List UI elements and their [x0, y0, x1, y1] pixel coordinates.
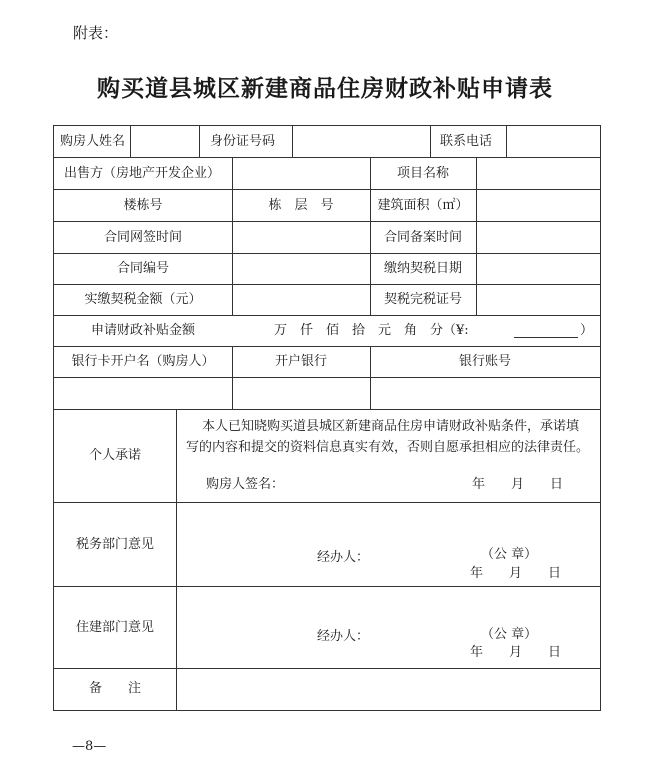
housing-handler-label: 经办人： — [317, 629, 370, 644]
form-title: 购买道县城区新建商品住房财政补贴申请表 — [97, 75, 553, 102]
buyer-name-field[interactable] — [131, 126, 198, 157]
contract-record-time-label: 合同备案时间 — [383, 230, 462, 245]
remarks-label: 备 注 — [88, 681, 141, 696]
deed-tax-amount-field[interactable] — [233, 285, 369, 315]
subsidy-amount-close: ） — [580, 323, 594, 338]
id-number-field[interactable] — [293, 126, 429, 157]
subsidy-amount-units: 万 仟 佰 拾 元 角 分（¥: — [274, 323, 469, 338]
bank-label: 开户银行 — [274, 354, 327, 369]
phone-field[interactable] — [507, 126, 600, 157]
bank-account-name-field[interactable] — [54, 378, 232, 409]
application-form-table — [53, 125, 601, 711]
deed-tax-cert-label: 契税完税证号 — [383, 292, 462, 307]
unit-no-label: 栋 层 号 — [268, 198, 334, 213]
floor-area-label: 建筑面积（㎡） — [377, 198, 469, 213]
pledge-text-line2: 写的内容和提交的资料信息真实有效，否则自愿承担相应的法律责任。 — [186, 440, 590, 455]
deed-tax-date-field[interactable] — [477, 254, 600, 284]
remarks-field[interactable] — [177, 669, 600, 710]
contract-no-field[interactable] — [233, 254, 369, 284]
attachment-label: 附表： — [73, 24, 119, 42]
seller-field[interactable] — [233, 158, 369, 189]
building-no-label: 楼栋号 — [123, 198, 163, 213]
contract-sign-time-field[interactable] — [233, 222, 369, 253]
subsidy-amount-label: 申请财政补贴金额 — [90, 323, 195, 338]
housing-opinion-label: 住建部门意见 — [75, 620, 154, 635]
tax-handler-label: 经办人： — [317, 550, 370, 565]
page-number: —8— — [72, 739, 107, 754]
subsidy-amount-underline[interactable] — [514, 337, 578, 338]
buyer-name-label: 购房人姓名 — [60, 134, 126, 149]
tax-seal: （公 章） — [481, 547, 538, 562]
buyer-signature-label: 购房人签名： — [206, 477, 285, 492]
pledge-date: 年 月 日 — [472, 477, 564, 492]
contract-no-label: 合同编号 — [116, 261, 169, 276]
bank-field[interactable] — [233, 378, 369, 409]
id-number-label: 身份证号码 — [210, 134, 276, 149]
tax-opinion-date: 年 月 日 — [470, 566, 562, 581]
housing-seal: （公 章） — [481, 627, 538, 642]
project-name-label: 项目名称 — [396, 166, 449, 181]
bank-account-no-field[interactable] — [371, 378, 600, 409]
buyer-signature-field[interactable] — [284, 471, 454, 497]
deed-tax-cert-field[interactable] — [477, 285, 600, 315]
phone-label: 联系电话 — [440, 134, 493, 149]
deed-tax-amount-label: 实缴契税金额（元） — [84, 292, 202, 307]
contract-record-time-field[interactable] — [477, 222, 600, 253]
seller-label: 出售方（房地产开发企业） — [64, 166, 221, 181]
contract-sign-time-label: 合同网签时间 — [103, 230, 182, 245]
housing-opinion-date: 年 月 日 — [470, 645, 562, 660]
bank-account-no-label: 银行账号 — [458, 354, 511, 369]
floor-area-field[interactable] — [477, 190, 600, 221]
pledge-label: 个人承诺 — [88, 448, 141, 463]
tax-opinion-label: 税务部门意见 — [75, 537, 154, 552]
bank-account-name-label: 银行卡开户名（购房人） — [71, 354, 215, 369]
project-name-field[interactable] — [477, 158, 600, 189]
deed-tax-date-label: 缴纳契税日期 — [383, 261, 462, 276]
pledge-text-line1: 本人已知晓购买道县城区新建商品住房申请财政补贴条件，承诺填 — [202, 419, 580, 434]
